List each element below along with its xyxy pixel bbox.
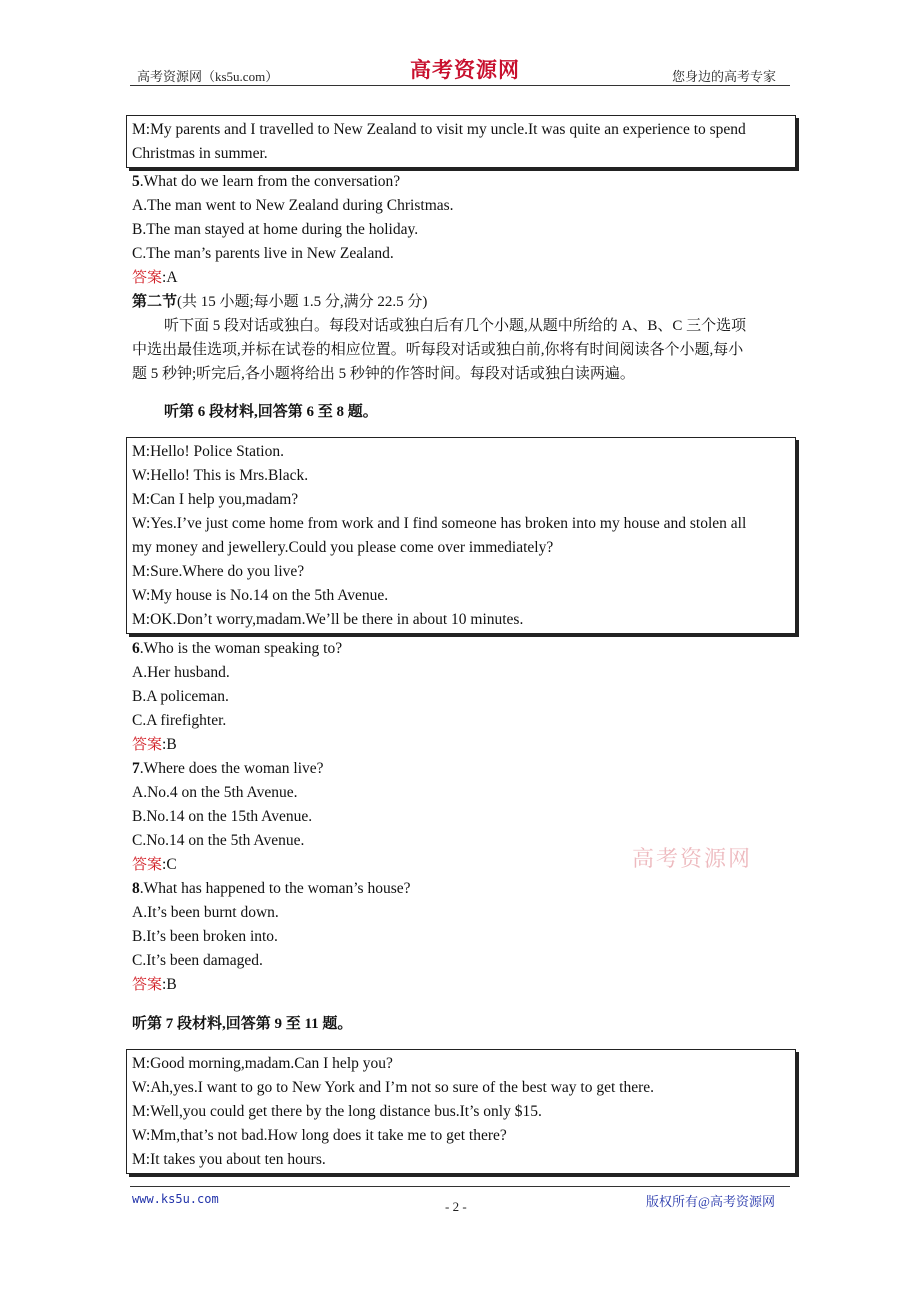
dialog-line: M:Sure.Where do you live? [132,563,305,580]
question-text: .Who is the woman speaking to? [139,640,343,657]
question-number: 8 [132,880,140,897]
answer-label: 答案 [132,977,163,993]
dialog-line: W:Ah,yes.I want to go to New York and I’m not so sure of the best way to get there. [132,1079,655,1096]
dialog-line: M:Good morning,madam.Can I help you? [132,1055,393,1072]
question-text: .Where does the woman live? [139,760,324,777]
dialog-box-6 [126,437,796,634]
dialog-line: W:Hello! This is Mrs.Black. [132,467,309,484]
option-c: C.A firefighter. [132,712,227,729]
answer-value: :C [162,856,177,873]
footer-divider [130,1186,790,1187]
option-a: A.The man went to New Zealand during Christmas. [132,197,454,214]
dialog-line: M:Hello! Police Station. [132,443,284,460]
material-7-heading: 听第 7 段材料,回答第 9 至 11 题。 [132,1016,353,1032]
answer-label: 答案 [132,737,163,753]
option-a: A.Her husband. [132,664,230,681]
dialog-line: M:Can I help you,madam? [132,491,299,508]
section-2 [132,290,792,386]
material-6-heading: 听第 6 段材料,回答第 6 至 8 题。 [164,404,378,420]
footer-url-link[interactable]: www.ks5u.com [132,1192,219,1206]
instruction-line: 中选出最佳选项,并标在试卷的相应位置。听每段对话或独白前,你将有时间阅读各个小题,每小 [132,342,744,358]
option-a: A.It’s been burnt down. [132,904,279,921]
question-number: 6 [132,640,140,657]
answer-label: 答案 [132,270,163,286]
dialog-line: W:My house is No.14 on the 5th Avenue. [132,587,389,604]
option-a: A.No.4 on the 5th Avenue. [132,784,298,801]
dialog-line: my money and jewellery.Could you please come over immediately? [132,539,554,556]
option-c: C.No.14 on the 5th Avenue. [132,832,305,849]
instruction-line: 听下面 5 段对话或独白。每段对话或独白后有几个小题,从题中所给的 A、B、C 三个选项 [164,318,747,334]
dialog-line: M:Well,you could get there by the long distance bus.It’s only $15. [132,1103,542,1120]
instruction-line: 题 5 秒钟;听完后,各小题将给出 5 秒钟的作答时间。每段对话或独白读两遍。 [132,366,635,382]
question-number: 5 [132,173,140,190]
section-scoring: (共 15 小题;每小题 1.5 分,满分 22.5 分) [177,294,428,310]
dialog-line: M:OK.Don’t worry,madam.We’ll be there in about 10 minutes. [132,611,524,628]
dialog-line: Christmas in summer. [132,145,268,162]
header-site-name: 高考资源网（ks5u.com） [137,69,279,84]
question-5 [132,170,792,290]
header-logo: 高考资源网 [410,57,520,82]
dialog-line: W:Mm,that’s not bad.How long does it take me to get there? [132,1127,507,1144]
dialog-line: M:It takes you about ten hours. [132,1151,326,1168]
answer-value: :A [162,269,178,286]
dialog-box-7 [126,1049,796,1174]
footer-copyright: 版权所有@高考资源网 [646,1194,775,1209]
question-number: 7 [132,760,140,777]
watermark: 高考资源网 [632,847,753,872]
questions-6-8 [132,637,792,997]
page-number: - 2 - [445,1199,467,1214]
answer-label: 答案 [132,857,163,873]
dialog-box-1 [126,115,796,168]
question-text: .What do we learn from the conversation? [139,173,401,190]
header-divider [130,85,790,86]
answer-value: :B [162,976,177,993]
section-title: 第二节 [132,294,178,310]
question-text: .What has happened to the woman’s house? [139,880,411,897]
header-slogan: 您身边的高考专家 [672,69,777,84]
dialog-line: W:Yes.I’ve just come home from work and I find someone has broken into my house and stolen all [132,515,747,532]
option-b: B.A policeman. [132,688,229,705]
option-c: C.The man’s parents live in New Zealand. [132,245,394,262]
option-b: B.It’s been broken into. [132,928,278,945]
dialog-line: M:My parents and I travelled to New Zealand to visit my uncle.It was quite an experience to spend [132,121,746,138]
option-c: C.It’s been damaged. [132,952,263,969]
option-b: B.The man stayed at home during the holiday. [132,221,419,238]
option-b: B.No.14 on the 15th Avenue. [132,808,313,825]
answer-value: :B [162,736,177,753]
